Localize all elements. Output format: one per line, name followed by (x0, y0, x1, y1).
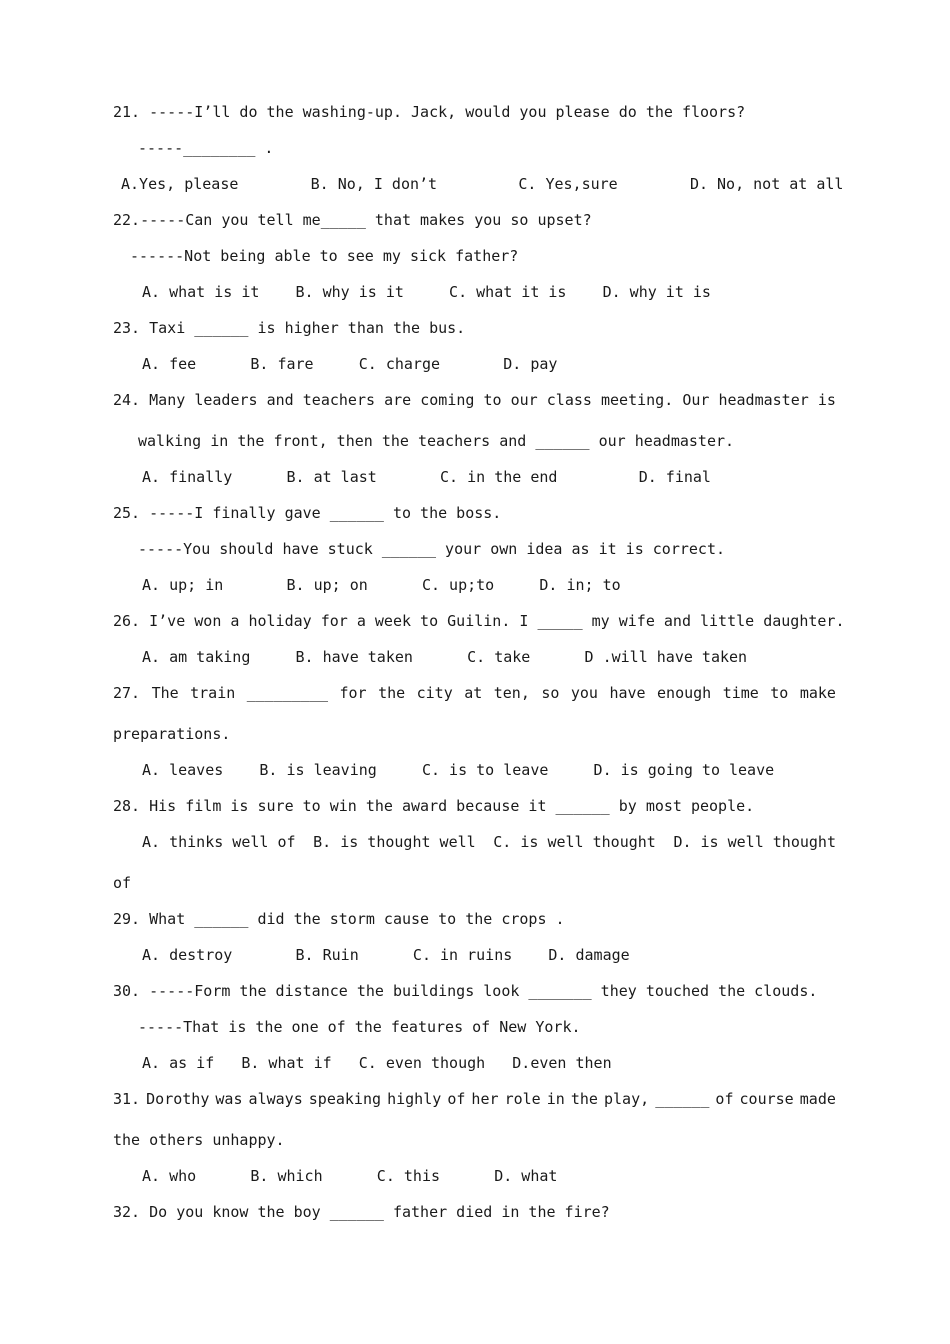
question-21: 21. -----I’ll do the washing-up. Jack, would you please do the floors? (113, 103, 746, 121)
question-31-continued: the others unhappy. (113, 1131, 285, 1149)
question-27-continued: preparations. (113, 725, 231, 743)
question-25-options: A. up; in B. up; on C. up;to D. in; to (142, 576, 621, 594)
question-21-options: A.Yes, please B. No, I don’t C. Yes,sure D. No, not at all (121, 175, 844, 193)
question-28-options: A. thinks well of B. is thought well C. is well thought D. is well thought (142, 833, 836, 851)
question-23: 23. Taxi ______ is higher than the bus. (113, 319, 466, 337)
question-25: 25. -----I finally gave ______ to the boss. (113, 504, 502, 522)
question-26-options: A. am taking B. have taken C. take D .will have taken (142, 648, 748, 666)
question-24: 24. Many leaders and teachers are coming to our class meeting. Our headmaster is (113, 391, 836, 409)
question-22: 22.-----Can you tell me_____ that makes you so upset? (113, 211, 592, 229)
question-30: 30. -----Form the distance the buildings look _______ they touched the clouds. (113, 982, 818, 1000)
question-23-options: A. fee B. fare C. charge D. pay (142, 355, 558, 373)
question-22-reply: ------Not being able to see my sick father? (130, 247, 519, 265)
question-25-reply: -----You should have stuck ______ your own idea as it is correct. (138, 540, 725, 558)
question-30-options: A. as if B. what if C. even though D.even then (142, 1054, 612, 1072)
question-29-options: A. destroy B. Ruin C. in ruins D. damage (142, 946, 630, 964)
question-29: 29. What ______ did the storm cause to the crops . (113, 910, 565, 928)
question-32: 32. Do you know the boy ______ father died in the fire? (113, 1203, 610, 1221)
question-31-options: A. who B. which C. this D. what (142, 1167, 558, 1185)
question-24-continued: walking in the front, then the teachers and ______ our headmaster. (138, 432, 735, 450)
question-24-options: A. finally B. at last C. in the end D. final (142, 468, 711, 486)
question-27-options: A. leaves B. is leaving C. is to leave D. is going to leave (142, 761, 775, 779)
question-27: 27. The train _________ for the city at ten, so you have enough time to make (113, 684, 836, 702)
question-22-options: A. what is it B. why is it C. what it is D. why it is (142, 283, 711, 301)
question-21-answer-line: -----________ . (138, 139, 274, 157)
question-26: 26. I’ve won a holiday for a week to Guilin. I _____ my wife and little daughter. (113, 612, 845, 630)
question-28: 28. His film is sure to win the award because it ______ by most people. (113, 797, 755, 815)
question-30-reply: -----That is the one of the features of New York. (138, 1018, 581, 1036)
question-28-options-continued: of (113, 874, 132, 892)
question-31: 31. Dorothy was always speaking highly of her role in the play, ______ of course made (113, 1090, 836, 1108)
